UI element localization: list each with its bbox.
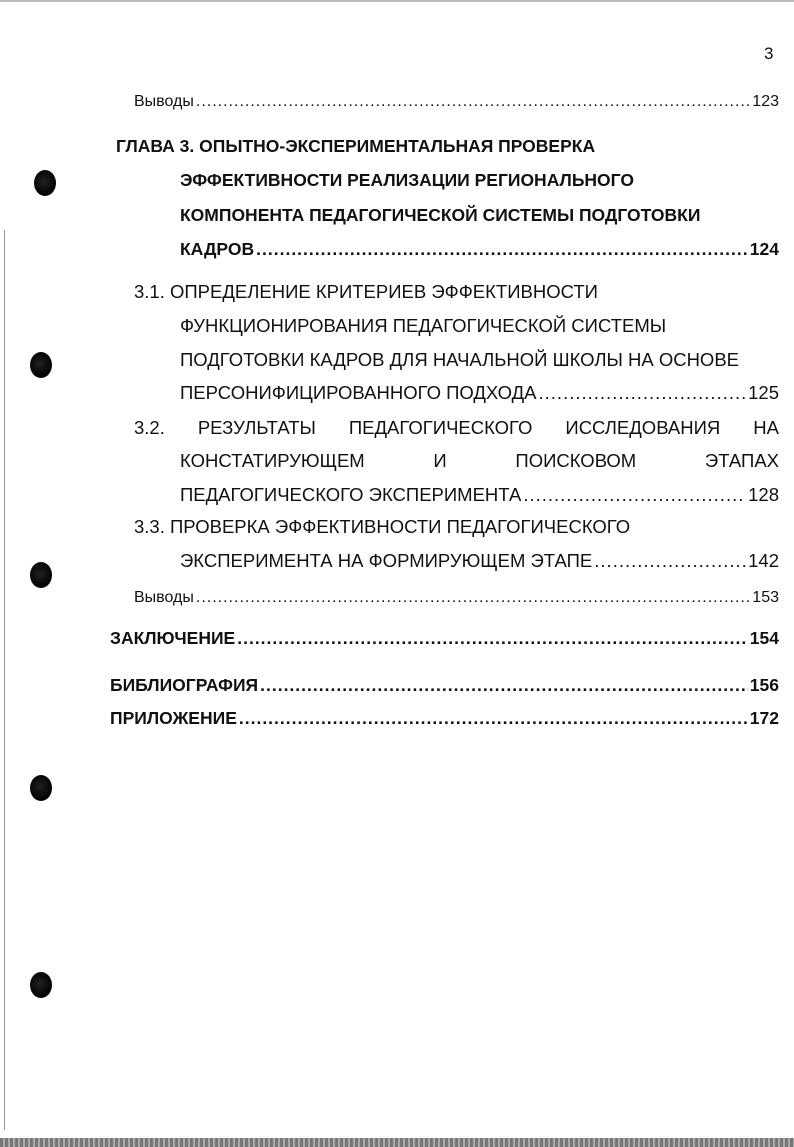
scan-top-edge <box>0 0 794 2</box>
toc-word: НА <box>753 417 779 438</box>
binder-hole-1 <box>34 170 56 196</box>
page-number: 3 <box>764 44 774 63</box>
toc-word: 3.2. <box>134 417 165 438</box>
toc-entry-page: 156 <box>749 675 779 695</box>
dot-leader <box>237 626 748 650</box>
toc-entry-title: ПЕРСОНИФИЦИРОВАННОГО ПОДХОДА <box>180 382 537 403</box>
toc-entry-page: 125 <box>748 382 779 403</box>
toc-entry-title: ПЕДАГОГИЧЕСКОГО ЭКСПЕРИМЕНТА <box>180 484 522 505</box>
toc-entry-page: 154 <box>749 628 779 648</box>
dot-leader <box>239 706 748 730</box>
binder-hole-2 <box>30 352 52 378</box>
toc-s31-line3: ПОДГОТОВКИ КАДРОВ ДЛЯ НАЧАЛЬНОЙ ШКОЛЫ НА ОСНОВЕ <box>180 349 740 370</box>
toc-entry-page: 153 <box>752 589 779 606</box>
binder-hole-3 <box>30 562 52 588</box>
toc-entry-vyvody-1 <box>134 90 779 114</box>
toc-entry-title: КАДРОВ <box>180 239 255 259</box>
toc-word: И <box>433 450 447 471</box>
toc-entry-conclusion <box>110 626 779 650</box>
dot-leader <box>539 381 747 405</box>
dot-leader <box>260 673 748 697</box>
toc-word: РЕЗУЛЬТАТЫ <box>197 417 316 438</box>
toc-entry-title: БИБЛИОГРАФИЯ <box>110 675 259 695</box>
dot-leader <box>196 586 750 610</box>
scan-bottom-edge <box>0 1138 794 1147</box>
toc-entry-page: 123 <box>752 93 779 110</box>
toc-entry-page: 124 <box>749 239 779 259</box>
dot-leader <box>594 549 746 573</box>
toc-s32-line3 <box>180 483 779 507</box>
toc-entry-appendix <box>110 706 779 730</box>
toc-chapter3-line4 <box>180 237 779 261</box>
toc-s31-line2: ФУНКЦИОНИРОВАНИЯ ПЕДАГОГИЧЕСКОЙ СИСТЕМЫ <box>180 315 667 336</box>
dot-leader <box>256 237 748 261</box>
toc-word: ЭТАПАХ <box>704 450 779 471</box>
dot-leader <box>523 483 746 507</box>
toc-entry-bibliography <box>110 673 779 697</box>
toc-chapter3-line2: ЭФФЕКТИВНОСТИ РЕАЛИЗАЦИИ РЕГИОНАЛЬНОГО <box>180 170 634 190</box>
toc-entry-title: ЗАКЛЮЧЕНИЕ <box>110 628 236 648</box>
toc-entry-title: Выводы <box>134 93 194 110</box>
toc-word: ПОИСКОВОМ <box>515 450 637 471</box>
toc-entry-title: Выводы <box>134 589 194 606</box>
toc-s33-line1: 3.3. ПРОВЕРКА ЭФФЕКТИВНОСТИ ПЕДАГОГИЧЕСКОГО <box>134 516 631 537</box>
toc-entry-page: 172 <box>749 708 779 728</box>
toc-chapter3-line3: КОМПОНЕНТА ПЕДАГОГИЧЕСКОЙ СИСТЕМЫ ПОДГОТОВКИ <box>180 205 701 225</box>
toc-s32-line1 <box>134 416 779 440</box>
binder-hole-5 <box>30 972 52 998</box>
toc-word: ПЕДАГОГИЧЕСКОГО <box>348 417 533 438</box>
toc-s31-line1: 3.1. ОПРЕДЕЛЕНИЕ КРИТЕРИЕВ ЭФФЕКТИВНОСТИ <box>134 281 598 302</box>
scan-left-edge <box>4 230 5 1130</box>
toc-entry-title: ПРИЛОЖЕНИЕ <box>110 708 237 728</box>
toc-word: КОНСТАТИРУЮЩЕМ <box>180 450 365 471</box>
toc-s32-line2 <box>180 449 779 473</box>
dot-leader <box>196 90 750 114</box>
toc-word: ИССЛЕДОВАНИЯ <box>565 417 721 438</box>
toc-entry-title: ЭКСПЕРИМЕНТА НА ФОРМИРУЮЩЕМ ЭТАПЕ <box>180 550 593 571</box>
toc-entry-page: 128 <box>748 484 779 505</box>
toc-entry-vyvody-2 <box>134 586 779 610</box>
binder-hole-4 <box>30 775 52 801</box>
toc-s33-line2 <box>180 549 779 573</box>
toc-chapter3-line1: ГЛАВА 3. ОПЫТНО-ЭКСПЕРИМЕНТАЛЬНАЯ ПРОВЕРКА <box>116 136 596 156</box>
toc-entry-page: 142 <box>748 550 779 571</box>
toc-s31-line4 <box>180 381 779 405</box>
